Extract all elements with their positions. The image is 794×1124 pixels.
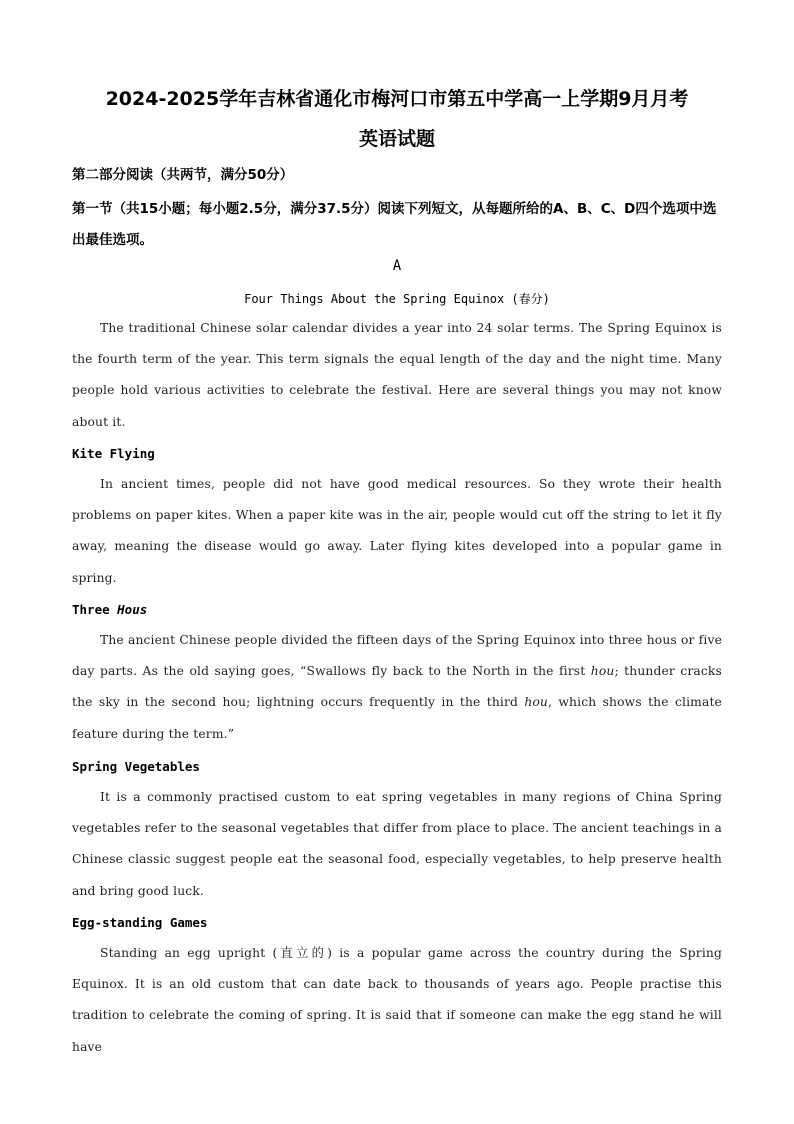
section-heading: 第一节（共15小题；每小题2.5分，满分37.5分）阅读下列短文，从每题所给的A、B、C、D四个选项中选出最佳选项。 bbox=[72, 201, 717, 248]
egg-heading: Egg-standing Games bbox=[72, 915, 208, 930]
veg-paragraph: It is a commonly practised custom to eat spring vegetables in many regions of China Spring vegetables refer to the seasonal vegetables that differ from place to place. The ancient teachings in a Chinese classic suggest people eat the seasonal food, especially vegetables, to help preserve health and bring good luck. bbox=[72, 790, 722, 898]
passage-letter: A bbox=[392, 258, 402, 274]
hous-italic-2: hou bbox=[524, 695, 549, 710]
intro-paragraph: The traditional Chinese solar calendar divides a year into 24 solar terms. The Spring Equinox is the fourth term of the year. This term signals the equal length of the day and the night time. Many people hold various activities to celebrate the festival. Here are several things you may not know about it. bbox=[72, 321, 722, 429]
hous-italic-1: hou bbox=[590, 664, 615, 679]
hous-heading-italic: Hous bbox=[117, 602, 148, 617]
hous-text-b: ; thunder cracks the sky in the second hou; lightning occurs frequently in the third bbox=[72, 664, 722, 710]
veg-heading: Spring Vegetables bbox=[72, 759, 200, 774]
hous-heading-prefix: Three bbox=[72, 602, 118, 617]
hous-text-c: , which shows the climate feature during the term.” bbox=[72, 695, 722, 741]
kite-paragraph: In ancient times, people did not have good medical resources. So they wrote their health problems on paper kites. When a paper kite was in the air, people would cut off the string to let it fly away, meaning the disease would go away. Later flying kites developed into a popular game in spring. bbox=[72, 477, 722, 585]
kite-heading: Kite Flying bbox=[72, 446, 155, 461]
exam-title-line1: 2024-2025学年吉林省通化市梅河口市第五中学高一上学期9月月考 bbox=[105, 88, 689, 110]
hous-paragraph bbox=[72, 625, 722, 750]
exam-title-line2: 英语试题 bbox=[358, 128, 435, 150]
egg-paragraph: Standing an egg upright (直立的) is a popular game across the country during the Spring Equinox. It is an old custom that can date back to thousands of years ago. People practise this tradition to celebrate the coming of spring. It is said that if someone can make the egg stand he will have bbox=[72, 946, 722, 1054]
hous-heading bbox=[72, 602, 147, 617]
part-heading: 第二部分阅读（共两节，满分50分） bbox=[72, 167, 294, 183]
passage-title: Four Things About the Spring Equinox (春分) bbox=[244, 292, 550, 306]
hous-text-a: The ancient Chinese people divided the fifteen days of the Spring Equinox into three hous or five day parts. As the old saying goes, “Swallows fly back to the North in the first bbox=[72, 633, 722, 679]
